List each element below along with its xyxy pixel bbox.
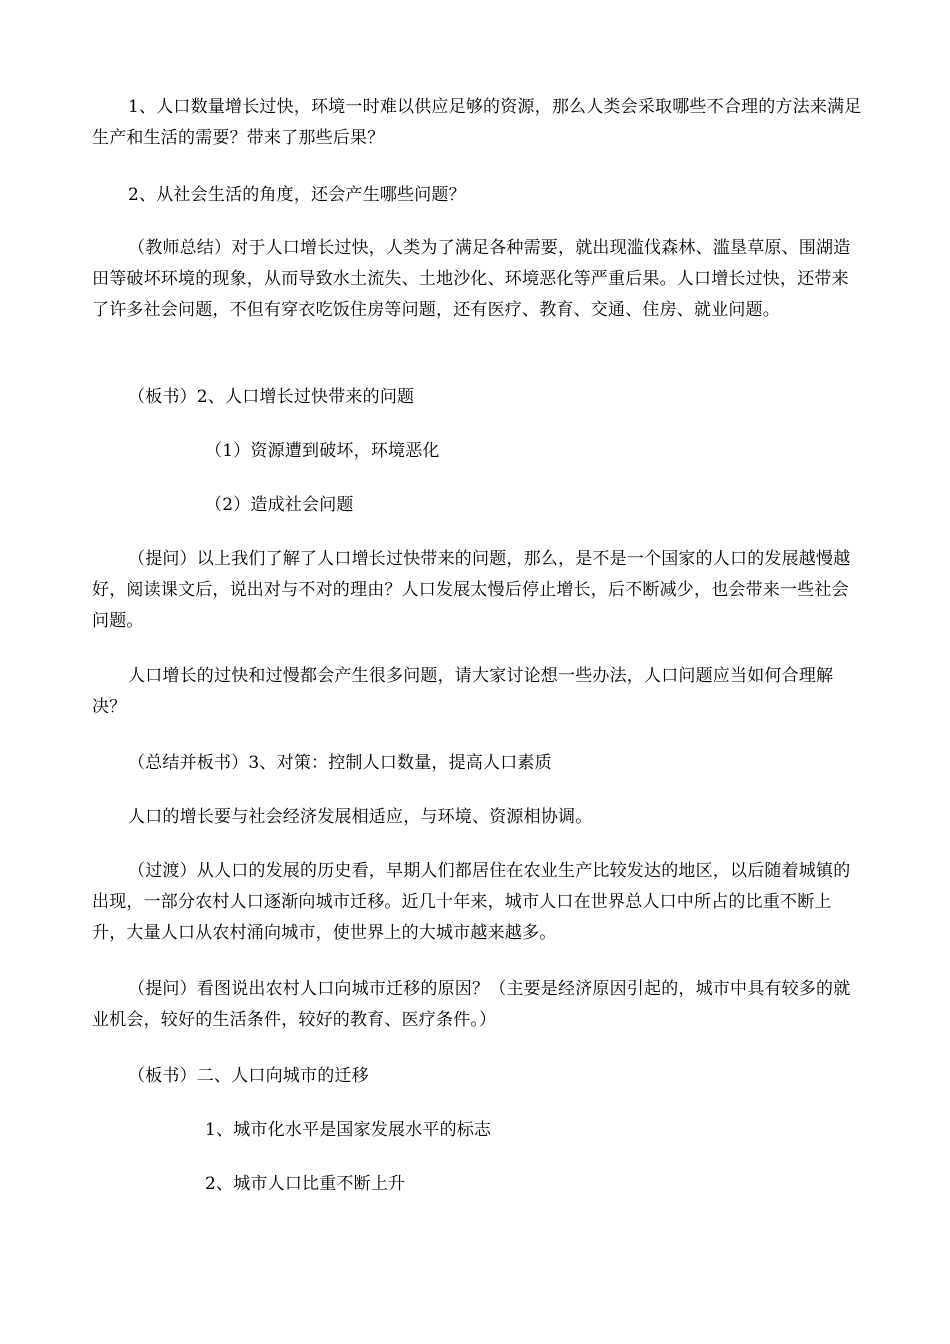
paragraph-question-1: 1、人口数量增长过快，环境一时难以供应足够的资源，那么人类会采取哪些不合理的方法来满足生产和生活的需要？带来了那些后果？	[92, 97, 862, 148]
paragraph-board-heading-3: （总结并板书）3、对策：控制人口数量，提高人口素质	[128, 753, 552, 773]
paragraph-discussion: 人口增长的过快和过慢都会产生很多问题，请大家讨论想一些办法，人口问题应当如何合理解决？	[92, 666, 834, 717]
paragraph-transition: （过渡）从人口的发展的历史看，早期人们都居住在农业生产比较发达的地区，以后随着城镇的出现，一部分农村人口逐渐向城市迁移。近几十年来，城市人口在世界总人口中所占的比重不断上升，大量人口从农村涌向城市，使世界上的大城市越来越多。	[92, 861, 851, 943]
paragraph-principle: 人口的增长要与社会经济发展相适应，与环境、资源相协调。	[128, 807, 593, 827]
paragraph-board-item-1: （1）资源遭到破坏，环境恶化	[205, 441, 440, 461]
paragraph-board-item-2: （2）造成社会问题	[205, 495, 354, 515]
paragraph-board-section2-item-2: 2、城市人口比重不断上升	[205, 1174, 406, 1194]
paragraph-board-heading-2: （板书）2、人口增长过快带来的问题	[128, 387, 415, 407]
paragraph-board-section2-item-1: 1、城市化水平是国家发展水平的标志	[205, 1120, 492, 1140]
paragraph-teacher-summary: （教师总结）对于人口增长过快，人类为了满足各种需要，就出现滥伐森林、滥垦草原、围湖造田等破坏环境的现象，从而导致水土流失、土地沙化、环境恶化等严重后果。人口增长过快，还带来了许多社会问题，不但有穿衣吃饭住房等问题，还有医疗、教育、交通、住房、就业问题。	[92, 238, 851, 320]
paragraph-board-heading-section2: （板书）二、人口向城市的迁移	[128, 1066, 369, 1086]
paragraph-question-2: 2、从社会生活的角度，还会产生哪些问题？	[128, 185, 466, 205]
paragraph-question-4: （提问）看图说出农村人口向城市迁移的原因？（主要是经济原因引起的，城市中具有较多的就业机会，较好的生活条件，较好的教育、医疗条件。）	[92, 979, 851, 1030]
paragraph-question-3: （提问）以上我们了解了人口增长过快带来的问题，那么，是不是一个国家的人口的发展越慢越好，阅读课文后，说出对与不对的理由？人口发展太慢后停止增长，后不断减少，也会带来一些社会问题。	[92, 549, 851, 631]
